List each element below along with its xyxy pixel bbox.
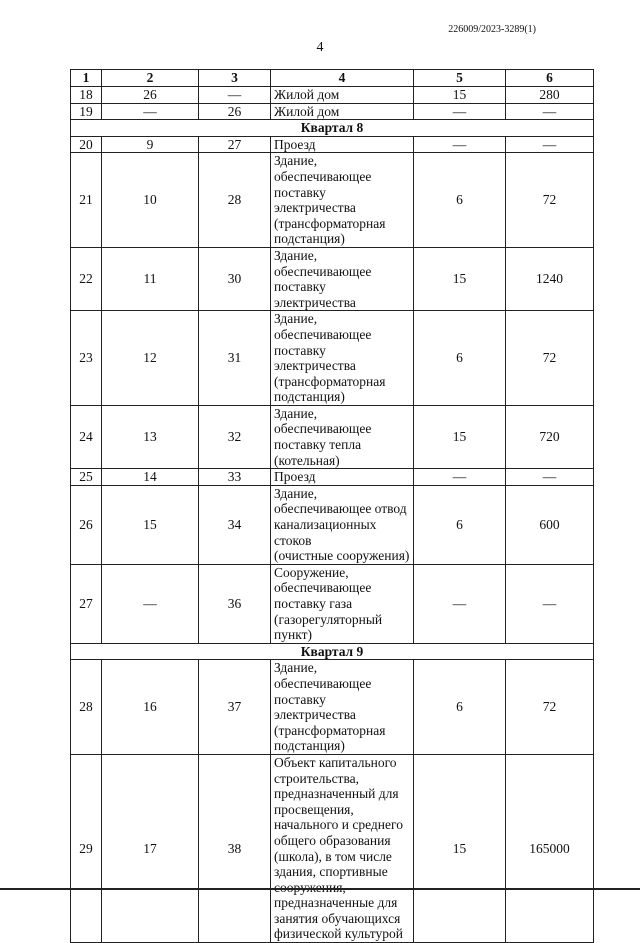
table-row	[71, 564, 594, 643]
description-line: обеспечивающее	[274, 168, 372, 184]
table-cell: —	[506, 136, 594, 153]
table-cell: 13	[102, 405, 199, 468]
table-cell: —	[414, 103, 506, 120]
table-cell: 15	[414, 754, 506, 942]
table-cell: 16	[102, 660, 199, 755]
table-cell: —	[102, 103, 199, 120]
table-cell	[271, 754, 414, 942]
document-id: 226009/2023-3289(1)	[448, 24, 536, 35]
table-row	[71, 485, 594, 564]
table-cell: 72	[506, 660, 594, 755]
description-line: подстанция)	[274, 738, 345, 754]
table-cell: 6	[414, 311, 506, 406]
column-header: 5	[414, 70, 506, 87]
table-cell: 34	[199, 485, 271, 564]
table-cell	[271, 247, 414, 310]
table-cell: 22	[71, 247, 102, 310]
table-cell: 29	[71, 754, 102, 942]
table-cell: 14	[102, 469, 199, 486]
quarter-row	[71, 643, 594, 660]
table-cell: 600	[506, 485, 594, 564]
table-cell: 25	[71, 469, 102, 486]
table-cell: 1240	[506, 247, 594, 310]
description-line: строительства,	[274, 770, 360, 786]
quarter-row	[71, 120, 594, 137]
description-line: предназначенный для	[274, 786, 399, 802]
description-line: здания, спортивные	[274, 864, 388, 880]
table-cell	[271, 405, 414, 468]
table-cell: —	[102, 564, 199, 643]
table-row	[71, 136, 594, 153]
table-cell: 20	[71, 136, 102, 153]
table-cell: 6	[414, 660, 506, 755]
description-line: поставку газа	[274, 596, 353, 611]
description-line: общего образования	[274, 832, 391, 848]
description-line: обеспечивающее	[274, 326, 372, 342]
table-cell: 27	[71, 564, 102, 643]
table-cell: 37	[199, 660, 271, 755]
description-line: Проезд	[274, 469, 316, 485]
table-cell: 72	[506, 153, 594, 248]
table-row	[71, 153, 594, 248]
description-line: подстанция)	[274, 389, 345, 405]
table-cell: 12	[102, 311, 199, 406]
table-cell: 15	[102, 485, 199, 564]
description-line: (трансформаторная	[274, 722, 386, 738]
table-cell: 30	[199, 247, 271, 310]
column-header: 4	[271, 70, 414, 87]
table-cell: 24	[71, 405, 102, 468]
description-line: просвещения,	[274, 801, 354, 817]
table-cell: 19	[71, 103, 102, 120]
table-row	[71, 103, 594, 120]
table-cell: 15	[414, 87, 506, 104]
column-header: 6	[506, 70, 594, 87]
page-number: 4	[316, 40, 324, 55]
table-cell: 165000	[506, 754, 594, 942]
description-line: канализационных	[274, 517, 377, 533]
description-line: (школа), в том числе	[274, 848, 392, 864]
table-cell: 6	[414, 153, 506, 248]
table-row	[71, 405, 594, 468]
description-line: Здание,	[274, 660, 318, 676]
table-row	[71, 469, 594, 486]
description-line: (очистные сооружения)	[274, 548, 410, 564]
description-line: поставку тепла	[274, 437, 362, 453]
description-line: Сооружение,	[274, 564, 349, 580]
table-cell: 26	[71, 485, 102, 564]
table-cell	[271, 103, 414, 120]
table-cell	[271, 660, 414, 755]
table-header-row	[71, 70, 594, 87]
table-cell: 11	[102, 247, 199, 310]
description-line: физической культурой	[274, 926, 403, 942]
table-cell: —	[414, 564, 506, 643]
description-line: начального и среднего	[274, 817, 403, 833]
table-cell: —	[199, 87, 271, 104]
description-line: Здание,	[274, 405, 318, 421]
table-row	[71, 247, 594, 310]
table-cell: 15	[414, 247, 506, 310]
table-cell: 28	[199, 153, 271, 248]
table-cell: 72	[506, 311, 594, 406]
description-line: Здание,	[274, 153, 318, 169]
table-cell: 26	[199, 103, 271, 120]
table-cell: 33	[199, 469, 271, 486]
table-cell: 17	[102, 754, 199, 942]
table-row	[71, 754, 594, 942]
objects-table	[70, 69, 594, 943]
table-cell: 280	[506, 87, 594, 104]
description-line: обеспечивающее	[274, 580, 372, 596]
quarter-label: Квартал 8	[71, 120, 594, 137]
quarter-label: Квартал 9	[71, 643, 594, 660]
table-cell: 6	[414, 485, 506, 564]
description-line: Жилой дом	[274, 87, 340, 102]
table-cell: —	[506, 469, 594, 486]
table-cell	[271, 469, 414, 486]
table-cell	[271, 87, 414, 104]
description-line: поставку электричества	[274, 691, 356, 723]
table-cell: —	[414, 136, 506, 153]
table-cell: 38	[199, 754, 271, 942]
page-bottom-edge	[0, 888, 640, 890]
table-cell: —	[506, 564, 594, 643]
table-cell: —	[506, 103, 594, 120]
table-cell: 10	[102, 153, 199, 248]
description-line: Здание,	[274, 311, 318, 327]
description-line: предназначенные для	[274, 895, 398, 911]
table-cell: 18	[71, 87, 102, 104]
description-line: Здание,	[274, 247, 318, 263]
description-line: обеспечивающее	[274, 421, 372, 437]
table-cell: 28	[71, 660, 102, 755]
column-header: 2	[102, 70, 199, 87]
description-line: (котельная)	[274, 452, 340, 468]
description-line: обеспечивающее	[274, 675, 372, 691]
table-cell: —	[414, 469, 506, 486]
table-cell	[271, 153, 414, 248]
table-cell: 9	[102, 136, 199, 153]
description-line: Проезд	[274, 136, 316, 152]
table-cell: 720	[506, 405, 594, 468]
description-line: подстанция)	[274, 231, 345, 247]
table-cell	[271, 485, 414, 564]
column-header: 1	[71, 70, 102, 87]
table-cell: 21	[71, 153, 102, 248]
description-line: обеспечивающее	[274, 263, 372, 279]
table-row	[71, 660, 594, 755]
table-cell: 26	[102, 87, 199, 104]
description-line: (газорегуляторный	[274, 611, 383, 627]
description-line: пункт)	[274, 627, 312, 643]
table-cell	[271, 564, 414, 643]
description-line: занятия обучающихся	[274, 910, 401, 926]
column-header: 3	[199, 70, 271, 87]
description-line: стоков	[274, 532, 312, 548]
description-line: поставку электричества	[274, 184, 356, 216]
description-line: поставку электричества	[274, 342, 356, 374]
table-cell: 23	[71, 311, 102, 406]
description-line: обеспечивающее отвод	[274, 501, 407, 517]
description-line: Объект капитального	[274, 754, 397, 770]
description-line: поставку электричества	[274, 279, 356, 310]
table-cell: 36	[199, 564, 271, 643]
description-line: Жилой дом	[274, 103, 340, 119]
table-cell: 31	[199, 311, 271, 406]
table-cell	[271, 136, 414, 153]
description-line: (трансформаторная	[274, 373, 386, 389]
table-cell: 32	[199, 405, 271, 468]
description-line: (трансформаторная	[274, 215, 386, 231]
table-cell: 15	[414, 405, 506, 468]
table-row	[71, 87, 594, 104]
table-row	[71, 311, 594, 406]
description-line: Здание,	[274, 485, 318, 501]
table-cell	[271, 311, 414, 406]
table-cell: 27	[199, 136, 271, 153]
